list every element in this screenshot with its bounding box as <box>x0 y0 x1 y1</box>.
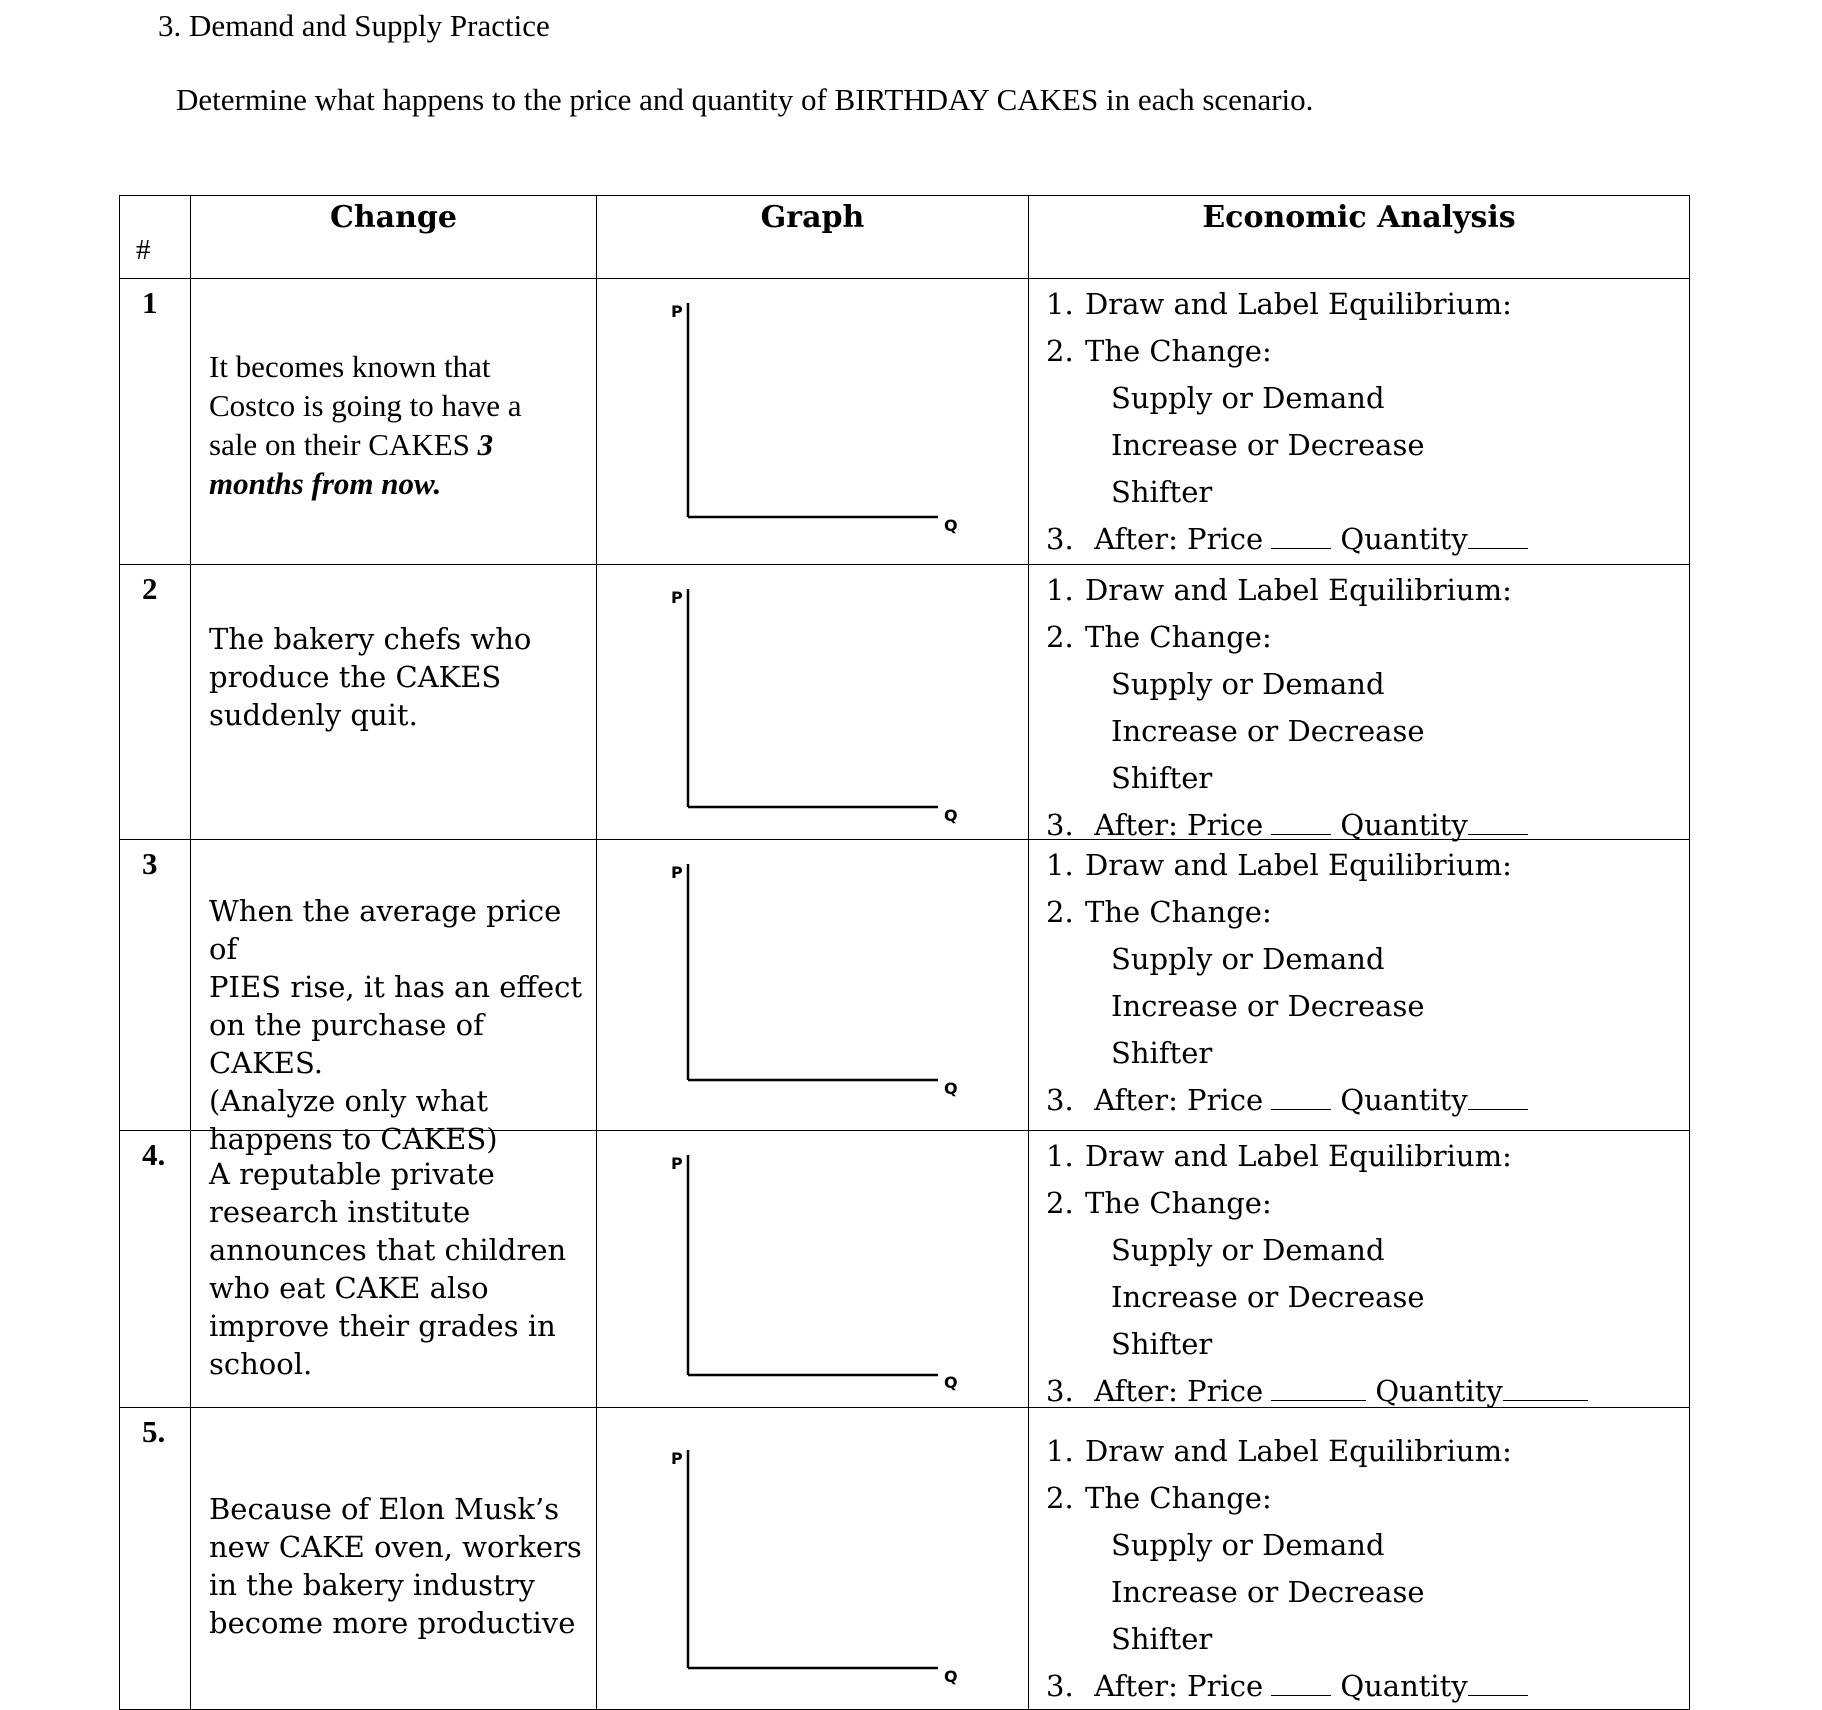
price-axis-label: P <box>671 302 683 321</box>
analysis-cell <box>1029 1408 1690 1710</box>
graph-cell[interactable] <box>597 840 1029 1131</box>
option-shifter[interactable]: Shifter <box>1111 1036 1213 1070</box>
practice-table <box>119 195 1690 1710</box>
price-axis-label: P <box>671 1449 683 1468</box>
step-number: 3. <box>1046 1374 1074 1408</box>
graph-axes <box>671 1151 971 1391</box>
step-number: 1. <box>1046 573 1074 607</box>
step-number: 3. <box>1046 808 1074 842</box>
quantity-answer-blank[interactable] <box>1468 547 1528 549</box>
row-number-cell <box>120 565 191 840</box>
step-number: 3. <box>1046 1083 1074 1117</box>
analysis-step-2 <box>1046 1180 1588 1227</box>
price-axis-label: P <box>671 863 683 882</box>
table-row <box>120 1408 1690 1710</box>
after-price-label: After: Price <box>1094 1083 1264 1117</box>
quantity-label: Quantity <box>1340 808 1468 842</box>
price-answer-blank[interactable] <box>1271 1399 1366 1401</box>
step-text: The Change: <box>1085 1481 1272 1515</box>
number-header-label: # <box>136 234 151 266</box>
step-number: 3. <box>1046 522 1074 556</box>
quantity-axis-label: Q <box>944 806 958 825</box>
step-text: The Change: <box>1085 334 1272 368</box>
change-line: Because of Elon Musk’s <box>209 1492 560 1526</box>
analysis-step-1 <box>1046 842 1528 889</box>
graph-axes <box>671 1446 971 1686</box>
step-number: 2. <box>1046 895 1074 929</box>
graph-column-header: Graph <box>597 196 1029 279</box>
price-answer-blank[interactable] <box>1271 1108 1331 1110</box>
graph-cell[interactable] <box>597 1131 1029 1408</box>
change-line: school. <box>209 1347 313 1381</box>
step-text: Draw and Label Equilibrium: <box>1085 1434 1512 1468</box>
row-number: 3 <box>142 846 158 881</box>
change-description <box>209 892 584 1158</box>
analysis-cell <box>1029 279 1690 565</box>
change-cell <box>191 565 597 840</box>
analysis-steps <box>1046 1133 1588 1415</box>
step-number: 1. <box>1046 848 1074 882</box>
change-line: who eat CAKE also <box>209 1271 489 1305</box>
row-number-cell <box>120 1131 191 1408</box>
table-row <box>120 279 1690 565</box>
analysis-step-3 <box>1046 1663 1528 1710</box>
option-supply-or-demand[interactable]: Supply or Demand <box>1111 1528 1385 1562</box>
graph-cell[interactable] <box>597 279 1029 565</box>
quantity-label: Quantity <box>1340 522 1468 556</box>
row-number: 2 <box>142 571 158 606</box>
quantity-label: Quantity <box>1375 1374 1503 1408</box>
step-text: Draw and Label Equilibrium: <box>1085 848 1512 882</box>
option-supply-or-demand[interactable]: Supply or Demand <box>1111 381 1385 415</box>
change-line: The bakery chefs who <box>209 622 532 656</box>
analysis-step-1 <box>1046 1428 1528 1475</box>
change-description <box>209 1490 584 1642</box>
after-price-label: After: Price <box>1094 1669 1264 1703</box>
change-line: improve their grades in <box>209 1309 556 1343</box>
price-answer-blank[interactable] <box>1271 1694 1331 1696</box>
row-number: 4. <box>142 1137 166 1172</box>
option-supply-or-demand[interactable]: Supply or Demand <box>1111 1233 1385 1267</box>
analysis-step-2 <box>1046 614 1528 661</box>
change-line: When the average price of <box>209 894 562 966</box>
blank-supply-demand-graph[interactable] <box>671 585 971 825</box>
change-line-text: sale on their CAKES <box>209 427 470 462</box>
graph-axes <box>671 585 971 825</box>
analysis-step-2 <box>1046 1475 1528 1522</box>
table-row <box>120 1131 1690 1408</box>
analysis-cell <box>1029 565 1690 840</box>
quantity-answer-blank[interactable] <box>1468 833 1528 835</box>
blank-supply-demand-graph[interactable] <box>671 1446 971 1686</box>
change-line: happens to CAKES) <box>209 1122 498 1156</box>
change-line: research institute <box>209 1195 471 1229</box>
step-text: Draw and Label Equilibrium: <box>1085 573 1512 607</box>
option-increase-or-decrease[interactable]: Increase or Decrease <box>1111 1280 1425 1314</box>
change-cell <box>191 1131 597 1408</box>
change-line: on the purchase of CAKES. <box>209 1008 484 1080</box>
analysis-step-3 <box>1046 516 1528 563</box>
quantity-label: Quantity <box>1340 1083 1468 1117</box>
option-increase-or-decrease[interactable]: Increase or Decrease <box>1111 1575 1425 1609</box>
change-line: produce the CAKES <box>209 660 502 694</box>
analysis-steps <box>1046 842 1528 1124</box>
instructions: Determine what happens to the price and quantity of BIRTHDAY CAKES in each scenario. <box>176 82 1314 117</box>
option-shifter[interactable]: Shifter <box>1111 1327 1213 1361</box>
number-column-header <box>120 196 191 279</box>
quantity-label: Quantity <box>1340 1669 1468 1703</box>
step-number: 1. <box>1046 1139 1074 1173</box>
analysis-step-1 <box>1046 567 1528 614</box>
analysis-step-2 <box>1046 328 1528 375</box>
step-number: 2. <box>1046 1481 1074 1515</box>
graph-cell[interactable] <box>597 565 1029 840</box>
analysis-cell <box>1029 1131 1690 1408</box>
option-shifter[interactable]: Shifter <box>1111 1622 1213 1656</box>
step-number: 1. <box>1046 1434 1074 1468</box>
option-supply-or-demand[interactable]: Supply or Demand <box>1111 942 1385 976</box>
row-number-cell <box>120 840 191 1131</box>
option-supply-or-demand[interactable]: Supply or Demand <box>1111 667 1385 701</box>
price-axis-label: P <box>671 588 683 607</box>
quantity-answer-blank[interactable] <box>1503 1399 1588 1401</box>
change-description <box>209 1155 584 1383</box>
change-emphasis: 3 <box>477 427 494 462</box>
change-description <box>209 347 584 503</box>
quantity-axis-label: Q <box>944 1667 958 1686</box>
worksheet-title: 3. Demand and Supply Practice <box>158 8 550 43</box>
graph-axes <box>671 299 971 539</box>
change-line: (Analyze only what <box>209 1084 488 1118</box>
change-emphasis-line: months from now. <box>209 466 442 501</box>
quantity-axis-label: Q <box>944 1373 958 1391</box>
analysis-step-1 <box>1046 1133 1588 1180</box>
change-line: PIES rise, it has an effect <box>209 970 583 1004</box>
step-text: The Change: <box>1085 1186 1272 1220</box>
blank-supply-demand-graph[interactable] <box>671 299 971 539</box>
graph-cell[interactable] <box>597 1408 1029 1710</box>
change-line: It becomes known that <box>209 349 491 384</box>
change-cell <box>191 279 597 565</box>
change-line: new CAKE oven, workers <box>209 1530 582 1564</box>
price-answer-blank[interactable] <box>1271 547 1331 549</box>
change-line: suddenly quit. <box>209 698 418 732</box>
after-price-label: After: Price <box>1094 808 1264 842</box>
change-description <box>209 620 584 734</box>
option-increase-or-decrease[interactable]: Increase or Decrease <box>1111 989 1425 1023</box>
after-price-label: After: Price <box>1094 1374 1264 1408</box>
step-number: 2. <box>1046 334 1074 368</box>
change-cell <box>191 1408 597 1710</box>
analysis-step-1 <box>1046 281 1528 328</box>
change-cell <box>191 840 597 1156</box>
step-number: 2. <box>1046 620 1074 654</box>
step-number: 3. <box>1046 1669 1074 1703</box>
change-line <box>209 425 584 464</box>
analysis-step-3 <box>1046 1077 1528 1124</box>
step-text: Draw and Label Equilibrium: <box>1085 287 1512 321</box>
table-row <box>120 840 1690 1131</box>
change-column-header: Change <box>191 196 597 279</box>
price-axis-label: P <box>671 1154 683 1173</box>
row-number-cell <box>120 279 191 565</box>
blank-supply-demand-graph[interactable] <box>671 1151 971 1391</box>
option-shifter[interactable]: Shifter <box>1111 761 1213 795</box>
quantity-answer-blank[interactable] <box>1468 1694 1528 1696</box>
graph-axes <box>671 860 971 1100</box>
table-row <box>120 565 1690 840</box>
row-number: 1 <box>142 285 158 320</box>
analysis-steps <box>1046 1428 1528 1710</box>
change-line: announces that children <box>209 1233 567 1267</box>
analysis-steps <box>1046 567 1528 849</box>
step-text: Draw and Label Equilibrium: <box>1085 1139 1512 1173</box>
change-line: A reputable private <box>209 1157 495 1191</box>
quantity-axis-label: Q <box>944 1079 958 1098</box>
quantity-answer-blank[interactable] <box>1468 1108 1528 1110</box>
after-price-label: After: Price <box>1094 522 1264 556</box>
option-increase-or-decrease[interactable]: Increase or Decrease <box>1111 428 1425 462</box>
analysis-column-header: Economic Analysis <box>1029 196 1690 279</box>
price-answer-blank[interactable] <box>1271 833 1331 835</box>
row-number-cell <box>120 1408 191 1710</box>
step-text: The Change: <box>1085 895 1272 929</box>
change-line: Costco is going to have a <box>209 388 522 423</box>
step-number: 2. <box>1046 1186 1074 1220</box>
quantity-axis-label: Q <box>944 516 958 535</box>
analysis-steps <box>1046 281 1528 563</box>
change-line: become more productive <box>209 1606 576 1640</box>
change-line: in the bakery industry <box>209 1568 535 1602</box>
option-shifter[interactable]: Shifter <box>1111 475 1213 509</box>
analysis-cell <box>1029 840 1690 1131</box>
table-header-row <box>120 196 1690 279</box>
option-increase-or-decrease[interactable]: Increase or Decrease <box>1111 714 1425 748</box>
analysis-step-2 <box>1046 889 1528 936</box>
step-text: The Change: <box>1085 620 1272 654</box>
step-number: 1. <box>1046 287 1074 321</box>
blank-supply-demand-graph[interactable] <box>671 860 971 1100</box>
row-number: 5. <box>142 1414 166 1449</box>
